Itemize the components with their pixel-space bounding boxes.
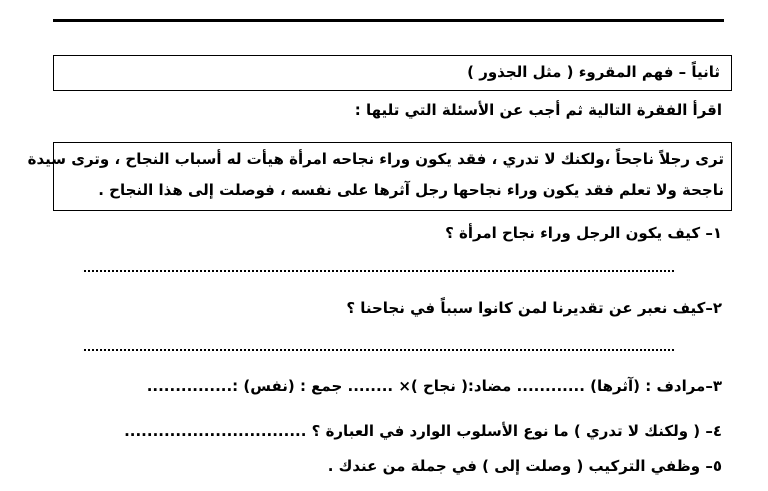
question-5: ٥– وظفي التركيب ( وصلت إلى ) في جملة من عندك . bbox=[327, 457, 722, 475]
question-4: ٤– ( ولكنك لا تدري ) ما نوع الأسلوب الوارد في العبارة ؟ ................................ bbox=[124, 422, 722, 440]
instruction-text: اقرأ الفقرة التالية ثم أجب عن الأسئلة التي تليها : bbox=[354, 101, 722, 119]
section-title-box bbox=[53, 55, 732, 91]
passage-line-1: ترى رجلاً ناجحاً ،ولكنك لا تدري ، فقد يكون وراء نجاحه امرأة هيأت له أسباب النجاح ، وترى سيدة bbox=[27, 150, 724, 168]
top-divider-rule bbox=[53, 19, 724, 22]
passage-box bbox=[27, 142, 732, 211]
question-2: ٢–كيف نعبر عن تقديرنا لمن كانوا سبباً في نجاحنا ؟ bbox=[346, 299, 722, 317]
question-3: ٣–مرادف : (آثرها) ............ مضاد:( نجاح )× ........ جمع : (نفس) :............... bbox=[146, 377, 722, 395]
question-1: ١– كيف يكون الرجل وراء نجاح امرأة ؟ bbox=[445, 224, 722, 242]
section-title: ثانياً – فهم المقروء ( مثل الجذور ) bbox=[467, 63, 720, 81]
passage-line-2: ناجحة ولا تعلم فقد يكون وراء نجاحها رجل آثرها على نفسه ، فوصلت إلى هذا النجاح . bbox=[98, 181, 724, 199]
answer-line-2[interactable] bbox=[84, 349, 674, 351]
answer-line-1[interactable] bbox=[84, 270, 674, 272]
